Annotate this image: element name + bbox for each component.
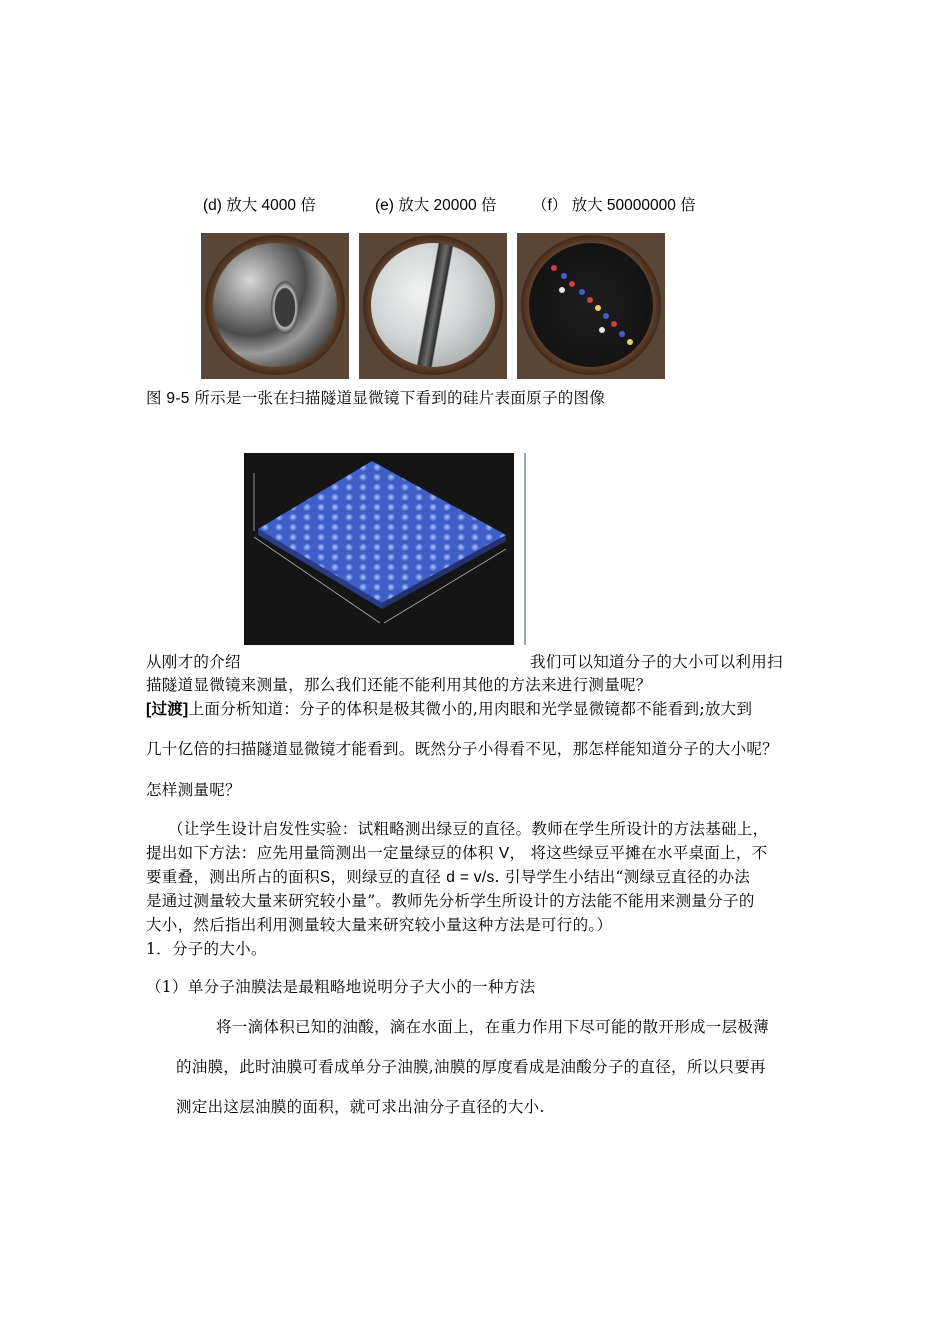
- experiment-line1: （让学生设计启发性实验：试粗略测出绿豆的直径。教师在学生所设计的方法基础上，: [168, 820, 769, 838]
- experiment-line3a: 要重叠，测出所占的面积: [146, 868, 320, 886]
- transition-line2: 几十亿倍的扫描隧道显微镜才能看到。既然分子小得看不见，那怎样能知道分子的大小呢？: [146, 740, 779, 758]
- figure-caption: 图 9-5 所示是一张在扫描隧道显微镜下看到的硅片表面原子的图像: [146, 390, 606, 407]
- p1-right: 我们可以知道分子的大小可以利用扫: [530, 653, 783, 671]
- photo-d-4000x: [201, 233, 349, 379]
- formula: d = v/s: [446, 869, 495, 886]
- experiment-line2b: ， 将这些绿豆平摊在水平桌面上，不: [509, 844, 768, 862]
- subsection-1-heading: （1）单分子油膜法是最粗略地说明分子大小的一种方法: [146, 978, 536, 996]
- experiment-line2a: 提出如下方法：应先用量筒测出一定量绿豆的体积: [146, 844, 494, 862]
- variable-v: V: [498, 845, 510, 862]
- oil-line3: 测定出这层油膜的面积，就可求出油分子直径的大小.: [176, 1098, 545, 1116]
- experiment-line3b: ，则绿豆的直径: [330, 868, 442, 886]
- variable-s: S: [319, 869, 331, 886]
- caption-f: （f） 放大 50000000 倍: [532, 197, 696, 214]
- p1-left: 从刚才的介绍: [146, 653, 241, 671]
- experiment-line5: 大小，然后指出利用测量较大量来研究较小量这种方法是可行的。）: [146, 916, 613, 934]
- stm-silicon-surface-image: [244, 453, 514, 645]
- caption-d: (d) 放大 4000 倍: [203, 197, 316, 214]
- transition-line1: 上面分析知道：分子的体积是极其微小的,用肉眼和光学显微镜都不能看到;放大到: [188, 700, 753, 718]
- divider-line: [524, 453, 526, 645]
- oil-line2: 的油膜，此时油膜可看成单分子油膜,油膜的厚度看成是油酸分子的直径，所以只要再: [176, 1058, 766, 1076]
- experiment-line3c: . 引导学生小结出“测绿豆直径的办法: [494, 868, 751, 886]
- section-1-heading: 1．分子的大小。: [146, 940, 267, 958]
- experiment-line4: 是通过测量较大量来研究较小量”。教师先分析学生所设计的方法能不能用来测量分子的: [146, 892, 755, 910]
- p1-line2: 描隧道显微镜来测量，那么我们还能不能利用其他的方法来进行测量呢？: [146, 676, 652, 694]
- transition-tag: [过渡]: [146, 701, 189, 718]
- oil-line1: 将一滴体积已知的油酸，滴在水面上，在重力作用下尽可能的散开形成一层极薄: [216, 1018, 770, 1036]
- transition-line3: 怎样测量呢？: [146, 781, 241, 799]
- caption-e: (e) 放大 20000 倍: [375, 197, 497, 214]
- photo-e-20000x: [359, 233, 507, 379]
- photo-f-50000000x: [517, 233, 665, 379]
